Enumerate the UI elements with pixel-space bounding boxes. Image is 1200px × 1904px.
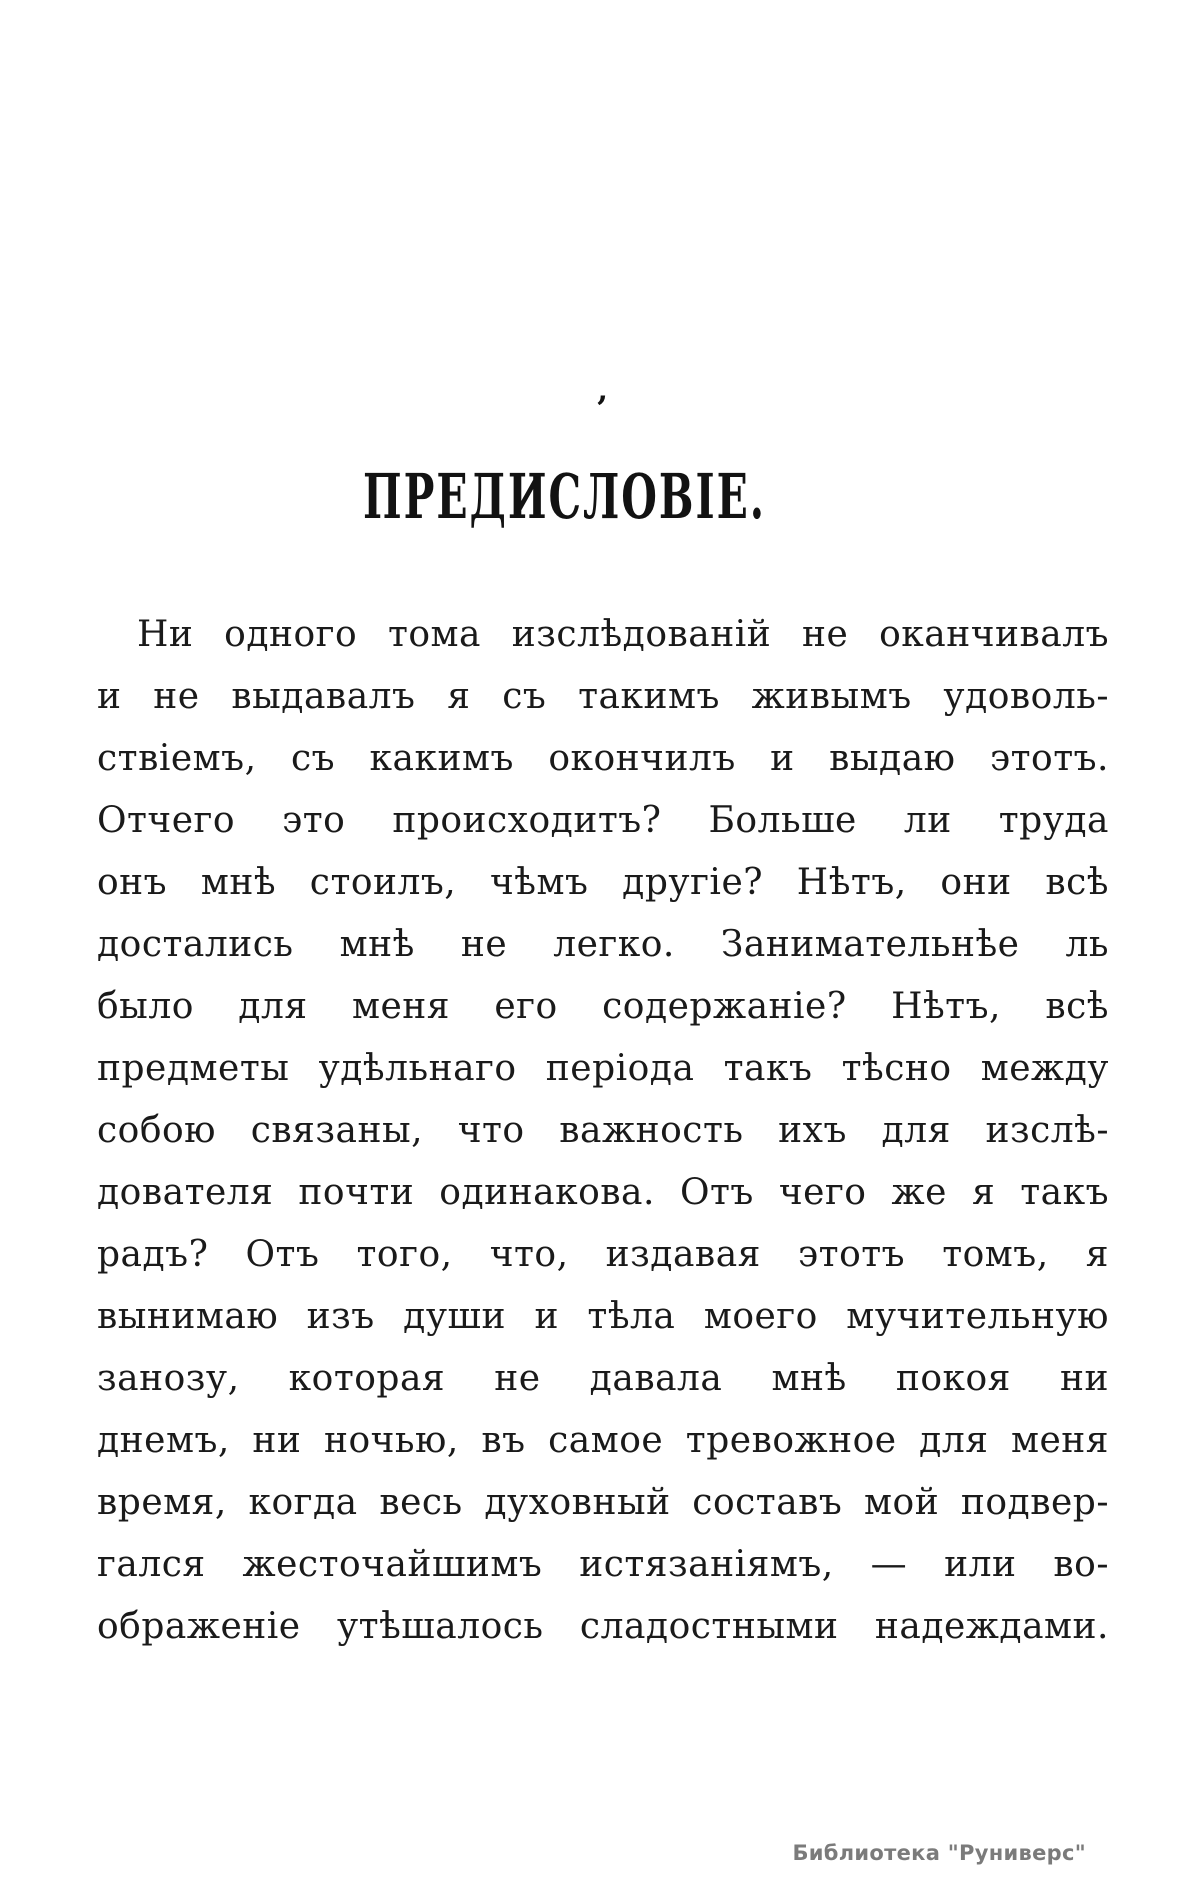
preface-paragraph	[97, 604, 1109, 1658]
page-title: ПРЕДИСЛОВІЕ.	[363, 459, 766, 533]
text-line: предметы удѣльнаго періода такъ тѣсно между	[97, 1048, 1109, 1089]
text-line: онъ мнѣ стоилъ, чѣмъ другіе? Нѣтъ, они всѣ	[97, 862, 1109, 903]
text-line: занозу, которая не давала мнѣ покоя ни	[97, 1358, 1109, 1399]
text-line: радъ? Отъ того, что, издавая этотъ томъ, я	[97, 1234, 1109, 1275]
text-line: гался жесточайшимъ истязаніямъ, — или во-	[97, 1544, 1109, 1585]
text-line: собою связаны, что важность ихъ для изслѣ-	[97, 1110, 1109, 1151]
text-line: Отчего это происходитъ? Больше ли труда	[97, 800, 1109, 841]
ink-speck: ’	[596, 389, 608, 429]
text-line: время, когда весь духовный составъ мой подвер-	[97, 1482, 1109, 1523]
text-line: достались мнѣ не легко. Занимательнѣе ль	[97, 924, 1109, 965]
library-watermark: Библиотека "Руниверс"	[792, 1841, 1086, 1865]
text-line: дователя почти одинакова. Отъ чего же я такъ	[97, 1172, 1109, 1213]
text-line: вынимаю изъ души и тѣла моего мучительную	[97, 1296, 1109, 1337]
text-line: ствіемъ, съ какимъ окончилъ и выдаю этотъ.	[97, 738, 1109, 779]
text-line: днемъ, ни ночью, въ самое тревожное для меня	[97, 1420, 1109, 1461]
text-line: Ни одного тома изслѣдованій не оканчивалъ	[137, 614, 1109, 655]
text-line: ображеніе утѣшалось сладостными надеждами.	[97, 1606, 1109, 1647]
text-line: и не выдавалъ я съ такимъ живымъ удоволь-	[97, 676, 1109, 717]
text-line: было для меня его содержаніе? Нѣтъ, всѣ	[97, 986, 1109, 1027]
